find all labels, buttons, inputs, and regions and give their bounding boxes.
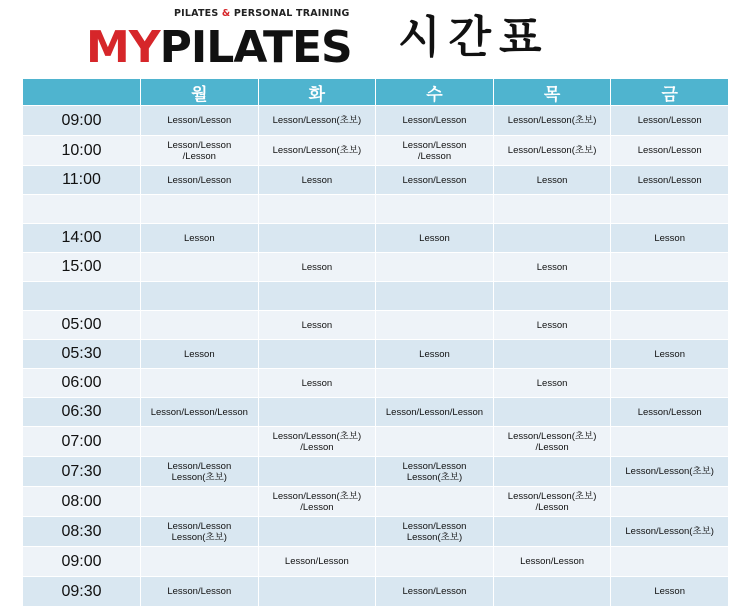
lesson-cell: Lesson	[141, 224, 259, 253]
lesson-cell	[258, 340, 376, 369]
lesson-cell: Lesson/Lesson(초보)	[611, 517, 729, 547]
lesson-cell	[376, 487, 494, 517]
lesson-cell: Lesson	[493, 311, 611, 340]
lesson-cell	[141, 311, 259, 340]
lesson-cell: Lesson/Lesson(초보)	[493, 136, 611, 166]
header-day-wed: 수	[376, 79, 494, 106]
timetable-body	[23, 106, 729, 607]
table-row	[23, 166, 729, 195]
lesson-cell: Lesson/Lesson(초보)	[258, 136, 376, 166]
lesson-cell	[376, 427, 494, 457]
lesson-cell: Lesson/Lesson(초보)	[493, 106, 611, 136]
lesson-cell	[141, 195, 259, 224]
lesson-cell: Lesson/Lesson(초보) /Lesson	[493, 487, 611, 517]
lesson-cell: Lesson/Lesson(초보) /Lesson	[258, 427, 376, 457]
time-cell: 05:30	[23, 340, 141, 369]
lesson-cell	[141, 369, 259, 398]
table-row	[23, 195, 729, 224]
lesson-cell: Lesson/Lesson Lesson(초보)	[376, 457, 494, 487]
lesson-cell	[258, 224, 376, 253]
table-row	[23, 106, 729, 136]
lesson-cell	[611, 195, 729, 224]
lesson-cell	[611, 311, 729, 340]
time-cell: 11:00	[23, 166, 141, 195]
lesson-cell: Lesson	[141, 340, 259, 369]
lesson-cell: Lesson/Lesson(초보) /Lesson	[493, 427, 611, 457]
logo-tagline: PILATES & PERSONAL TRAINING	[174, 8, 350, 19]
lesson-cell	[258, 195, 376, 224]
lesson-cell	[611, 427, 729, 457]
lesson-cell: Lesson	[258, 253, 376, 282]
time-cell: 06:30	[23, 398, 141, 427]
lesson-cell	[258, 282, 376, 311]
table-row	[23, 487, 729, 517]
time-cell: 10:00	[23, 136, 141, 166]
lesson-cell: Lesson/Lesson(초보)	[258, 106, 376, 136]
lesson-cell	[376, 369, 494, 398]
lesson-cell	[493, 224, 611, 253]
lesson-cell	[258, 457, 376, 487]
lesson-cell	[493, 195, 611, 224]
lesson-cell: Lesson	[258, 369, 376, 398]
lesson-cell: Lesson/Lesson(초보)	[611, 457, 729, 487]
lesson-cell: Lesson/Lesson/Lesson	[141, 398, 259, 427]
time-cell	[23, 282, 141, 311]
lesson-cell: Lesson/Lesson Lesson(초보)	[141, 457, 259, 487]
time-cell: 14:00	[23, 224, 141, 253]
table-row	[23, 517, 729, 547]
lesson-cell	[493, 457, 611, 487]
lesson-cell: Lesson/Lesson	[611, 166, 729, 195]
header-day-tue: 화	[258, 79, 376, 106]
table-row	[23, 369, 729, 398]
lesson-cell: Lesson/Lesson	[141, 106, 259, 136]
lesson-cell: Lesson/Lesson	[141, 577, 259, 607]
lesson-cell	[258, 398, 376, 427]
time-cell	[23, 195, 141, 224]
lesson-cell: Lesson	[258, 311, 376, 340]
header-day-fri: 금	[611, 79, 729, 106]
lesson-cell: Lesson/Lesson	[611, 398, 729, 427]
time-cell: 05:00	[23, 311, 141, 340]
lesson-cell	[376, 195, 494, 224]
lesson-cell: Lesson	[493, 166, 611, 195]
lesson-cell	[141, 487, 259, 517]
lesson-cell: Lesson/Lesson	[376, 106, 494, 136]
time-cell: 08:30	[23, 517, 141, 547]
time-cell: 09:00	[23, 547, 141, 577]
table-row	[23, 311, 729, 340]
lesson-cell: Lesson	[493, 369, 611, 398]
time-cell: 07:30	[23, 457, 141, 487]
table-row	[23, 340, 729, 369]
lesson-cell: Lesson/Lesson	[493, 547, 611, 577]
lesson-cell	[611, 253, 729, 282]
time-cell: 15:00	[23, 253, 141, 282]
lesson-cell	[141, 427, 259, 457]
lesson-cell	[376, 282, 494, 311]
table-row	[23, 224, 729, 253]
header-time-cell	[23, 79, 141, 106]
lesson-cell: Lesson/Lesson(초보) /Lesson	[258, 487, 376, 517]
lesson-cell: Lesson/Lesson /Lesson	[141, 136, 259, 166]
logo-wordmark: MYPILATES	[86, 22, 352, 73]
lesson-cell: Lesson	[376, 340, 494, 369]
table-row	[23, 398, 729, 427]
lesson-cell	[258, 577, 376, 607]
table-row	[23, 427, 729, 457]
lesson-cell: Lesson/Lesson /Lesson	[376, 136, 494, 166]
lesson-cell: Lesson/Lesson/Lesson	[376, 398, 494, 427]
lesson-cell: Lesson/Lesson	[611, 136, 729, 166]
lesson-cell	[376, 547, 494, 577]
lesson-cell	[611, 487, 729, 517]
lesson-cell: Lesson	[258, 166, 376, 195]
lesson-cell	[493, 282, 611, 311]
header-day-mon: 월	[141, 79, 259, 106]
lesson-cell: Lesson	[493, 253, 611, 282]
lesson-cell	[493, 577, 611, 607]
lesson-cell	[611, 282, 729, 311]
lesson-cell: Lesson/Lesson Lesson(초보)	[376, 517, 494, 547]
lesson-cell: Lesson/Lesson	[611, 106, 729, 136]
lesson-cell: Lesson/Lesson	[141, 166, 259, 195]
lesson-cell	[493, 340, 611, 369]
timetable	[22, 78, 729, 607]
lesson-cell: Lesson/Lesson	[376, 577, 494, 607]
table-row	[23, 282, 729, 311]
lesson-cell: Lesson/Lesson	[258, 547, 376, 577]
lesson-cell	[258, 517, 376, 547]
lesson-cell	[141, 253, 259, 282]
lesson-cell: Lesson	[611, 340, 729, 369]
table-row	[23, 253, 729, 282]
page-title: 시간표	[398, 12, 550, 63]
lesson-cell	[611, 547, 729, 577]
mypilates-logo	[86, 8, 360, 72]
timetable-header-row	[23, 79, 729, 106]
table-row	[23, 136, 729, 166]
time-cell: 06:00	[23, 369, 141, 398]
lesson-cell	[141, 547, 259, 577]
lesson-cell	[376, 311, 494, 340]
lesson-cell: Lesson	[611, 224, 729, 253]
header	[0, 0, 743, 78]
lesson-cell	[493, 398, 611, 427]
lesson-cell: Lesson	[376, 224, 494, 253]
table-row	[23, 577, 729, 607]
header-day-thu: 목	[493, 79, 611, 106]
lesson-cell: Lesson	[611, 577, 729, 607]
lesson-cell	[493, 517, 611, 547]
table-row	[23, 457, 729, 487]
time-cell: 07:00	[23, 427, 141, 457]
time-cell: 09:00	[23, 106, 141, 136]
table-row	[23, 547, 729, 577]
lesson-cell	[376, 253, 494, 282]
lesson-cell: Lesson/Lesson	[376, 166, 494, 195]
lesson-cell: Lesson/Lesson Lesson(초보)	[141, 517, 259, 547]
lesson-cell	[141, 282, 259, 311]
time-cell: 08:00	[23, 487, 141, 517]
time-cell: 09:30	[23, 577, 141, 607]
lesson-cell	[611, 369, 729, 398]
